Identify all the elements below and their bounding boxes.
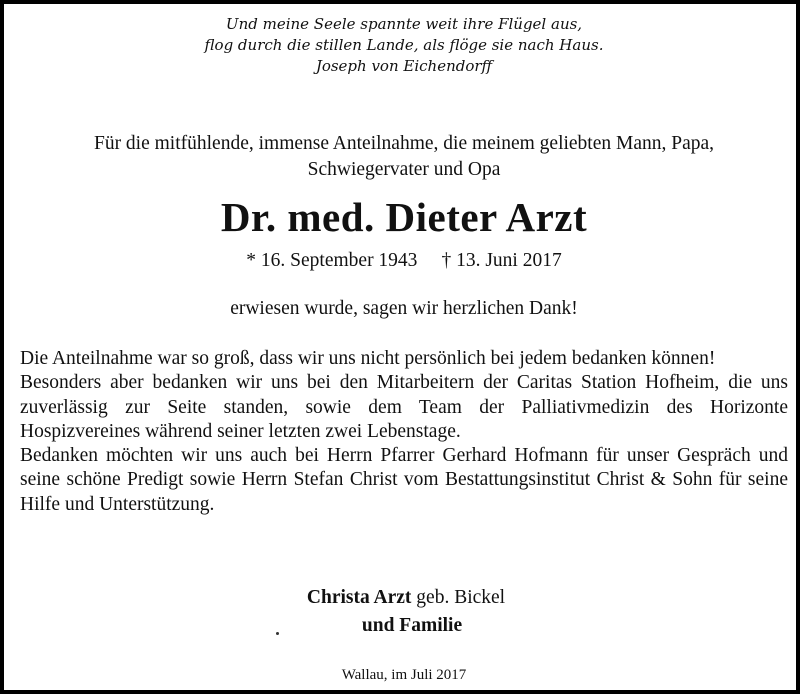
print-speck	[276, 632, 279, 635]
poem-quote	[4, 14, 800, 77]
thanks-line: erwiesen wurde, sagen wir herzlichen Dank!	[230, 298, 578, 319]
deceased-name: Dr. med. Dieter Arzt	[220, 194, 588, 240]
signature-family: und Familie	[361, 615, 463, 636]
poem-author: Joseph von Eichendorff	[315, 57, 493, 75]
signature-maiden-name: geb. Bickel	[416, 587, 506, 608]
body-text	[20, 347, 788, 517]
life-dates	[4, 248, 800, 274]
paragraph-caritas: Besonders aber bedanken wir uns bei den Mitarbeitern der Caritas Station Hofheim, die uns zuverlässig zur Seite standen, sowie dem Team der Palliativmedizin des Horizonte Hospizvereines während seiner letzten zwei Lebenstage.	[20, 372, 788, 442]
poem-line-2: flog durch die stillen Lande, als flöge sie nach Haus.	[204, 36, 604, 54]
intro-line-2: Schwiegervater und Opa	[307, 159, 501, 180]
death-date: † 13. Juni 2017	[441, 250, 562, 271]
paragraph-sympathy: Die Anteilnahme war so groß, dass wir uns nicht persönlich bei jedem bedanken können!	[20, 348, 716, 369]
paragraph-pastor: Bedanken möchten wir uns auch bei Herrn Pfarrer Gerhard Hofmann für unser Gespräch und seine schöne Predigt sowie Herrn Stefan Christ vom Bestattungsinstitut Christ & Sohn für seine Hilfe und Unterstützung.	[20, 445, 788, 515]
birth-date: * 16. September 1943	[246, 250, 418, 271]
intro-line-1: Für die mitfühlende, immense Anteilnahme, die meinem geliebten Mann, Papa,	[93, 133, 715, 154]
poem-line-1: Und meine Seele spannte weit ihre Flügel aus,	[225, 15, 583, 33]
intro-text	[4, 131, 800, 183]
signature-name: Christa Arzt	[306, 587, 412, 608]
signature-block	[4, 584, 800, 640]
place-date: Wallau, im Juli 2017	[341, 667, 467, 683]
